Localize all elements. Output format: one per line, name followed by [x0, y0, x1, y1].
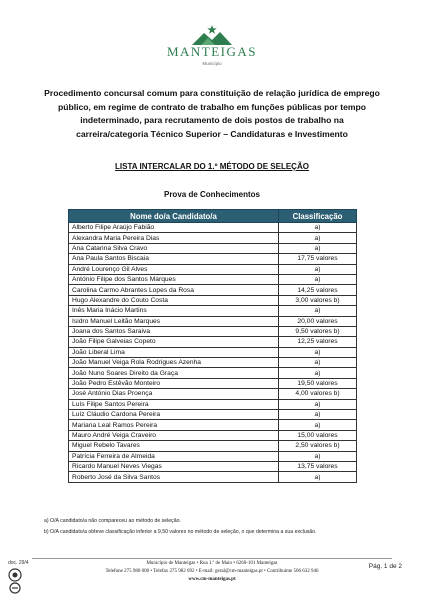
candidate-classification: 20,00 valores — [279, 316, 357, 326]
candidate-classification: 13,75 valores — [279, 461, 357, 471]
candidate-name: João Nuno Soares Direito da Graça — [69, 368, 279, 378]
candidate-classification: a) — [279, 306, 357, 316]
candidate-name: Inês Maria Inácio Martins — [69, 306, 279, 316]
candidate-classification: 12,25 valores — [279, 337, 357, 347]
table-row — [69, 441, 357, 451]
table-row — [69, 274, 357, 284]
table-row — [69, 358, 357, 368]
candidate-name: Isidro Manuel Leitão Marques — [69, 316, 279, 326]
candidate-name: Mauro André Veiga Craveiro — [69, 430, 279, 440]
table-row — [69, 326, 357, 336]
candidate-name: André Lourenço Gil Alves — [69, 264, 279, 274]
table-row — [69, 461, 357, 471]
table-row — [69, 295, 357, 305]
candidate-classification: 9,50 valores b) — [279, 326, 357, 336]
footer-address: Município de Manteigas • Rua 1.º de Maio • 6260-101 Manteigas — [146, 561, 278, 566]
candidate-name: António Filipe dos Santos Marques — [69, 274, 279, 284]
candidate-classification: 14,25 valores — [279, 285, 357, 295]
mountain-star-logo-icon — [190, 24, 234, 46]
candidate-classification: a) — [279, 233, 357, 243]
candidate-name: José António Dias Proença — [69, 389, 279, 399]
table-row — [69, 254, 357, 264]
candidate-name: Patrícia Ferreira de Almeida — [69, 451, 279, 461]
candidate-name: Ana Paula Santos Biscaia — [69, 254, 279, 264]
candidate-name: Hugo Alexandre do Couto Costa — [69, 295, 279, 305]
candidate-classification: a) — [279, 264, 357, 274]
table-row — [69, 233, 357, 243]
candidate-classification: a) — [279, 368, 357, 378]
table-row — [69, 316, 357, 326]
candidate-classification: a) — [279, 420, 357, 430]
candidates-table — [68, 209, 357, 483]
candidate-name: Alexandra Maria Pereira Dias — [69, 233, 279, 243]
candidate-name: Carolina Carmo Abrantes Lopes da Rosa — [69, 285, 279, 295]
candidate-name: João Filipe Galveias Copeto — [69, 337, 279, 347]
logo-name: MANTEIGAS — [166, 44, 258, 59]
footer-divider — [32, 558, 392, 559]
candidate-name: Mariana Leal Ramos Pereira — [69, 420, 279, 430]
table-row — [69, 223, 357, 233]
table-row — [69, 347, 357, 357]
candidate-classification: a) — [279, 347, 357, 357]
candidate-classification: a) — [279, 410, 357, 420]
candidate-name: Ana Catarina Silva Cravo — [69, 243, 279, 253]
table-row — [69, 399, 357, 409]
note-b: b) O/A candidato/a obteve classificação inferior a 9,50 valores no método de seleção, o que determina a sua exclusão. — [44, 528, 317, 535]
candidate-name: João Pedro Estêvão Monteiro — [69, 378, 279, 388]
candidate-classification: a) — [279, 472, 357, 482]
candidate-name: João Liberal Lima — [69, 347, 279, 357]
candidate-name: João Manuel Veiga Rola Rodrigues Azenha — [69, 358, 279, 368]
header-logo — [0, 24, 424, 66]
candidate-classification: a) — [279, 243, 357, 253]
logo-subtitle: Município — [202, 61, 222, 66]
table-row — [69, 378, 357, 388]
candidate-classification: 3,00 valores b) — [279, 295, 357, 305]
candidate-name: Roberto José da Silva Santos — [69, 472, 279, 482]
candidate-classification: a) — [279, 358, 357, 368]
footer — [60, 560, 364, 584]
document-reference: doc. 29/4 — [8, 560, 29, 566]
table-row — [69, 368, 357, 378]
document-title: Procedimento concursal comum para constituição de relação jurídica de emprego público, em regime de contrato de trabalho em funções públicas por tempo indeterminado, para recrutamento de dois postos de trabalho na carreira/categoria Técnico Superior – Candidaturas e Investimento — [44, 88, 380, 139]
candidate-name: Joana dos Santos Saraiva — [69, 326, 279, 336]
candidate-classification: 2,50 valores b) — [279, 441, 357, 451]
table-row — [69, 430, 357, 440]
candidate-name: Luíz Cláudio Cardona Pereira — [69, 410, 279, 420]
candidate-classification: a) — [279, 274, 357, 284]
table-row — [69, 264, 357, 274]
table-row — [69, 451, 357, 461]
table-row — [69, 472, 357, 482]
candidate-name: Alberto Filipe Araújo Fabião — [69, 223, 279, 233]
footnotes — [44, 516, 317, 537]
certification-seal-icon — [7, 568, 23, 594]
candidate-classification: 17,75 valores — [279, 254, 357, 264]
table-row — [69, 243, 357, 253]
footer-website: www.cm-manteigas.pt — [188, 577, 236, 582]
list-subtitle: LISTA INTERCALAR DO 1.º MÉTODO DE SELEÇÃO — [115, 162, 309, 171]
header-name: Nome do/a Candidato/a — [69, 210, 279, 223]
table-row — [69, 306, 357, 316]
candidate-classification: 4,00 valores b) — [279, 389, 357, 399]
candidate-classification: 19,50 valores — [279, 378, 357, 388]
candidate-classification: 15,00 valores — [279, 430, 357, 440]
candidate-classification: a) — [279, 399, 357, 409]
page-number: Pág. 1 de 2 — [368, 563, 402, 570]
table-row — [69, 389, 357, 399]
table-row — [69, 285, 357, 295]
candidate-name: Ricardo Manuel Neves Viegas — [69, 461, 279, 471]
table-row — [69, 337, 357, 347]
candidate-name: Miguel Rebelo Tavares — [69, 441, 279, 451]
section-heading: Prova de Conhecimentos — [163, 190, 261, 199]
table-row — [69, 420, 357, 430]
table-header-row — [69, 210, 357, 223]
footer-contacts: Telefone 275 980 000 • Telefax 275 982 692 • E-mail: geral@cm-manteigas.pt • Contribuinte 506 632 946 — [105, 569, 319, 574]
candidate-name: Luís Filipe Santos Pereira — [69, 399, 279, 409]
note-a: a) O/A candidato/a não compareceu ao método de seleção. — [44, 518, 181, 524]
table-row — [69, 410, 357, 420]
candidate-classification: a) — [279, 223, 357, 233]
header-classification: Classificação — [279, 210, 357, 223]
candidate-classification: a) — [279, 451, 357, 461]
